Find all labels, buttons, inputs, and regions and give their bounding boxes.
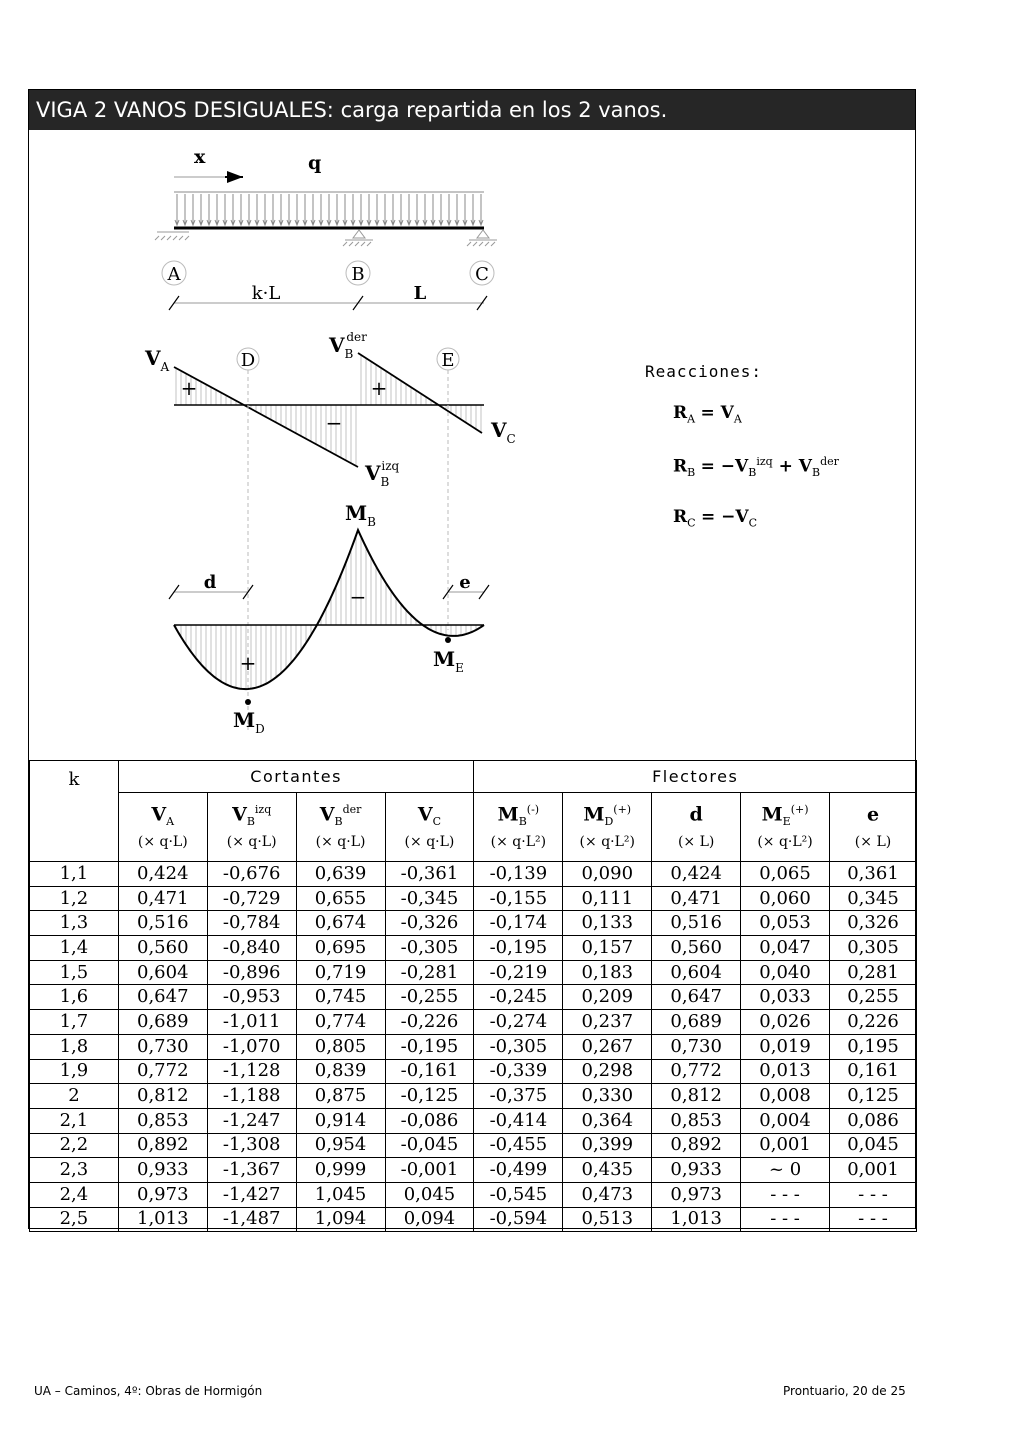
column-header: $V_C$ (× q·L) [385,793,474,862]
table-cell: 0,853 [118,1108,207,1133]
reaction-eq-a: $R_A = V_A$ [673,403,742,426]
table-cell: -1,011 [207,1010,296,1035]
table-cell: 0,516 [118,911,207,936]
table-cell: 1,8 [30,1034,119,1059]
table-cell: 0,689 [118,1010,207,1035]
table-cell: 0,161 [830,1059,917,1084]
table-cell: 0,435 [563,1158,652,1183]
shear-plus-1: + [180,376,198,400]
table-cell: 0,914 [296,1108,385,1133]
table-row [30,1010,917,1035]
table-cell: 0,424 [118,862,207,887]
title-bold: VIGA 2 VANOS DESIGUALES: [36,98,334,122]
table-cell: 1,4 [30,936,119,961]
table-cell: -0,245 [474,985,563,1010]
table-cell: -0,784 [207,911,296,936]
table-cell: 0,045 [385,1182,474,1207]
table-cell: -0,499 [474,1158,563,1183]
table-cell: -0,281 [385,960,474,985]
table-cell: 0,999 [296,1158,385,1183]
moment-minus: − [349,585,367,609]
table-cell: -0,274 [474,1010,563,1035]
table-cell: 0,281 [830,960,917,985]
table-cell: 1,013 [652,1207,741,1232]
table-cell: 0,604 [118,960,207,985]
table-cell: -0,676 [207,862,296,887]
table-cell: -0,345 [385,886,474,911]
table-row [30,1108,917,1133]
table-cell: -0,326 [385,911,474,936]
table-cell: 0,013 [741,1059,830,1084]
point-e-label: E [441,350,455,371]
table-cell: 0,326 [830,911,917,936]
table-cell: -0,155 [474,886,563,911]
table-cell: 0,745 [296,985,385,1010]
table-cell: -0,545 [474,1182,563,1207]
q-label: q [308,152,322,174]
moment-plus: + [239,651,257,675]
table-cell: -0,840 [207,936,296,961]
table-cell: 2,2 [30,1133,119,1158]
table-cell: 1,2 [30,886,119,911]
table-cell: 0,157 [563,936,652,961]
table-cell: -0,896 [207,960,296,985]
support-a-label: A [167,264,181,285]
table-cell: 0,892 [118,1133,207,1158]
column-header: $M_B^{(-)}$ (× q·L²) [474,793,563,862]
table-cell: 1,045 [296,1182,385,1207]
table-cell: - - - [830,1207,917,1232]
table-cell: 0,875 [296,1084,385,1109]
support-b-label: B [351,264,365,285]
table-cell: 0,647 [118,985,207,1010]
table-cell: 0,008 [741,1084,830,1109]
table-cell: 0,730 [652,1034,741,1059]
table-cell: 0,226 [830,1010,917,1035]
table-cell: 0,973 [118,1182,207,1207]
table-cell: 0,267 [563,1034,652,1059]
table-cell: -1,367 [207,1158,296,1183]
table-cell: -0,195 [385,1034,474,1059]
table-cell: -0,226 [385,1010,474,1035]
reaction-eq-c: $R_C = -V_C$ [673,507,757,530]
page-title [29,90,915,130]
table-cell: 2,3 [30,1158,119,1183]
table-cell: -0,305 [474,1034,563,1059]
table-cell: - - - [741,1182,830,1207]
span2-label: L [413,283,427,304]
table-cell: -0,174 [474,911,563,936]
table-cell: 0,361 [830,862,917,887]
group-cortantes: Cortantes [118,761,474,793]
table-cell: -0,729 [207,886,296,911]
table-row [30,936,917,961]
table-cell: -0,045 [385,1133,474,1158]
vb-izq-label: $V_Bizq$ [365,459,400,489]
table-cell: 0,560 [652,936,741,961]
table-row [30,1158,917,1183]
mb-label: $M_B$ [345,501,376,529]
table-cell: 0,805 [296,1034,385,1059]
page-frame [28,89,916,1229]
table-cell: 0,255 [830,985,917,1010]
table-cell: 0,399 [563,1133,652,1158]
table-cell: 0,719 [296,960,385,985]
table-cell: 0,133 [563,911,652,936]
table-cell: - - - [741,1207,830,1232]
column-header: $V_A$ (× q·L) [118,793,207,862]
table-cell: 2,4 [30,1182,119,1207]
table-cell: 0,655 [296,886,385,911]
span1-label: k·L [251,283,281,304]
table-cell: 0,839 [296,1059,385,1084]
support-c-label: C [475,264,489,285]
table-cell: 0,001 [830,1158,917,1183]
table-cell: 0,045 [830,1133,917,1158]
table-row [30,886,917,911]
table-cell: 0,973 [652,1182,741,1207]
table-cell: 1,013 [118,1207,207,1232]
vc-label: $V_C$ [491,418,516,446]
footer-right: Prontuario, 20 de 25 [783,1384,906,1398]
x-label: x [194,146,206,168]
table-cell: 0,237 [563,1010,652,1035]
table-cell: 1,6 [30,985,119,1010]
table-cell: 0,695 [296,936,385,961]
table-cell: ~ 0 [741,1158,830,1183]
table-row [30,1059,917,1084]
table-cell: -0,375 [474,1084,563,1109]
table-cell: 0,954 [296,1133,385,1158]
table-cell: 0,065 [741,862,830,887]
table-cell: -0,414 [474,1108,563,1133]
column-header: d (× L) [652,793,741,862]
table-cell: 0,513 [563,1207,652,1232]
table-cell: 1,3 [30,911,119,936]
table-cell: -0,305 [385,936,474,961]
e-dim-label: e [459,572,471,593]
table-cell: - - - [830,1182,917,1207]
table-cell: 0,730 [118,1034,207,1059]
table-cell: 0,298 [563,1059,652,1084]
column-header: $V_B^{der}$ (× q·L) [296,793,385,862]
table-cell: -1,308 [207,1133,296,1158]
table-cell: 1,7 [30,1010,119,1035]
table-row [30,1034,917,1059]
table-cell: -0,139 [474,862,563,887]
table-cell: 0,305 [830,936,917,961]
table-cell: -0,219 [474,960,563,985]
table-cell: 0,812 [652,1084,741,1109]
table-cell: 0,330 [563,1084,652,1109]
column-header: $V_B^{izq}$ (× q·L) [207,793,296,862]
table-cell: 2 [30,1084,119,1109]
table-cell: 0,933 [118,1158,207,1183]
table-cell: 0,019 [741,1034,830,1059]
table-cell: 0,004 [741,1108,830,1133]
table-cell: 2,5 [30,1207,119,1232]
table-cell: 0,111 [563,886,652,911]
table-cell: 0,689 [652,1010,741,1035]
table-cell: 0,026 [741,1010,830,1035]
table-cell: 0,060 [741,886,830,911]
table-cell: 0,195 [830,1034,917,1059]
table-cell: -1,247 [207,1108,296,1133]
k-header: k [30,761,119,862]
table-cell: 0,560 [118,936,207,961]
table-cell: -1,487 [207,1207,296,1232]
table-cell: -1,070 [207,1034,296,1059]
table-cell: -0,339 [474,1059,563,1084]
table-cell: -0,455 [474,1133,563,1158]
column-header: $M_E^{(+)}$ (× q·L²) [741,793,830,862]
table-cell: 0,471 [652,886,741,911]
column-header: e (× L) [830,793,917,862]
d-dim-label: d [203,572,217,593]
table-cell: 0,604 [652,960,741,985]
shear-minus: − [325,411,343,435]
table-cell: 0,033 [741,985,830,1010]
va-label: $V_A$ [145,346,170,374]
table-cell: 0,516 [652,911,741,936]
table-row [30,1207,917,1232]
table-cell: -1,427 [207,1182,296,1207]
table-cell: -0,001 [385,1158,474,1183]
table-cell: 0,473 [563,1182,652,1207]
table-cell: 0,345 [830,886,917,911]
table-cell: -0,086 [385,1108,474,1133]
table-cell: 0,183 [563,960,652,985]
table-cell: 2,1 [30,1108,119,1133]
table-cell: 0,086 [830,1108,917,1133]
title-rest: carga repartida en los 2 vanos. [333,98,668,122]
table-cell: 0,047 [741,936,830,961]
table-row [30,1133,917,1158]
table-cell: 0,647 [652,985,741,1010]
table-cell: -0,361 [385,862,474,887]
table-cell: 0,125 [830,1084,917,1109]
table-cell: 0,094 [385,1207,474,1232]
table-row [30,960,917,985]
table-cell: 0,424 [652,862,741,887]
table-cell: 1,5 [30,960,119,985]
table-cell: -0,953 [207,985,296,1010]
table-cell: 0,053 [741,911,830,936]
table-cell: 1,9 [30,1059,119,1084]
table-cell: -0,594 [474,1207,563,1232]
distributed-load [175,194,483,225]
table-row [30,985,917,1010]
table-cell: 1,1 [30,862,119,887]
table-cell: 0,892 [652,1133,741,1158]
supports [155,230,497,246]
table-cell: -1,128 [207,1059,296,1084]
table-row [30,911,917,936]
table-cell: 0,639 [296,862,385,887]
table-cell: 1,094 [296,1207,385,1232]
table-cell: 0,209 [563,985,652,1010]
table-cell: -0,125 [385,1084,474,1109]
table-cell: 0,090 [563,862,652,887]
table-cell: 0,812 [118,1084,207,1109]
reaction-eq-b: $R_B = -V_B^{izq} + V_B^{der}$ [673,455,839,480]
table-row [30,1084,917,1109]
table-cell: 0,772 [652,1059,741,1084]
table-cell: 0,933 [652,1158,741,1183]
reactions-title: Reacciones: [645,362,762,381]
table-cell: 0,774 [296,1010,385,1035]
table-cell: -0,195 [474,936,563,961]
table-row [30,1182,917,1207]
group-flectores: Flectores [474,761,917,793]
shear-plus-2: + [370,376,388,400]
table-cell: 0,471 [118,886,207,911]
md-label: $M_D$ [233,708,265,736]
table-cell: 0,364 [563,1108,652,1133]
vb-der-label: $V_Bder$ [329,330,367,361]
results-table [29,760,917,1232]
table-cell: -1,188 [207,1084,296,1109]
table-row [30,862,917,887]
footer-left: UA – Caminos, 4º: Obras de Hormigón [34,1384,263,1398]
table-cell: 0,040 [741,960,830,985]
table-cell: 0,853 [652,1108,741,1133]
point-d-label: D [240,350,256,371]
table-cell: -0,161 [385,1059,474,1084]
column-header: $M_D^{(+)}$ (× q·L²) [563,793,652,862]
table-cell: -0,255 [385,985,474,1010]
beam-diagram [29,130,917,760]
table-cell: 0,001 [741,1133,830,1158]
table-cell: 0,674 [296,911,385,936]
table-cell: 0,772 [118,1059,207,1084]
me-label: $M_E$ [433,647,464,675]
